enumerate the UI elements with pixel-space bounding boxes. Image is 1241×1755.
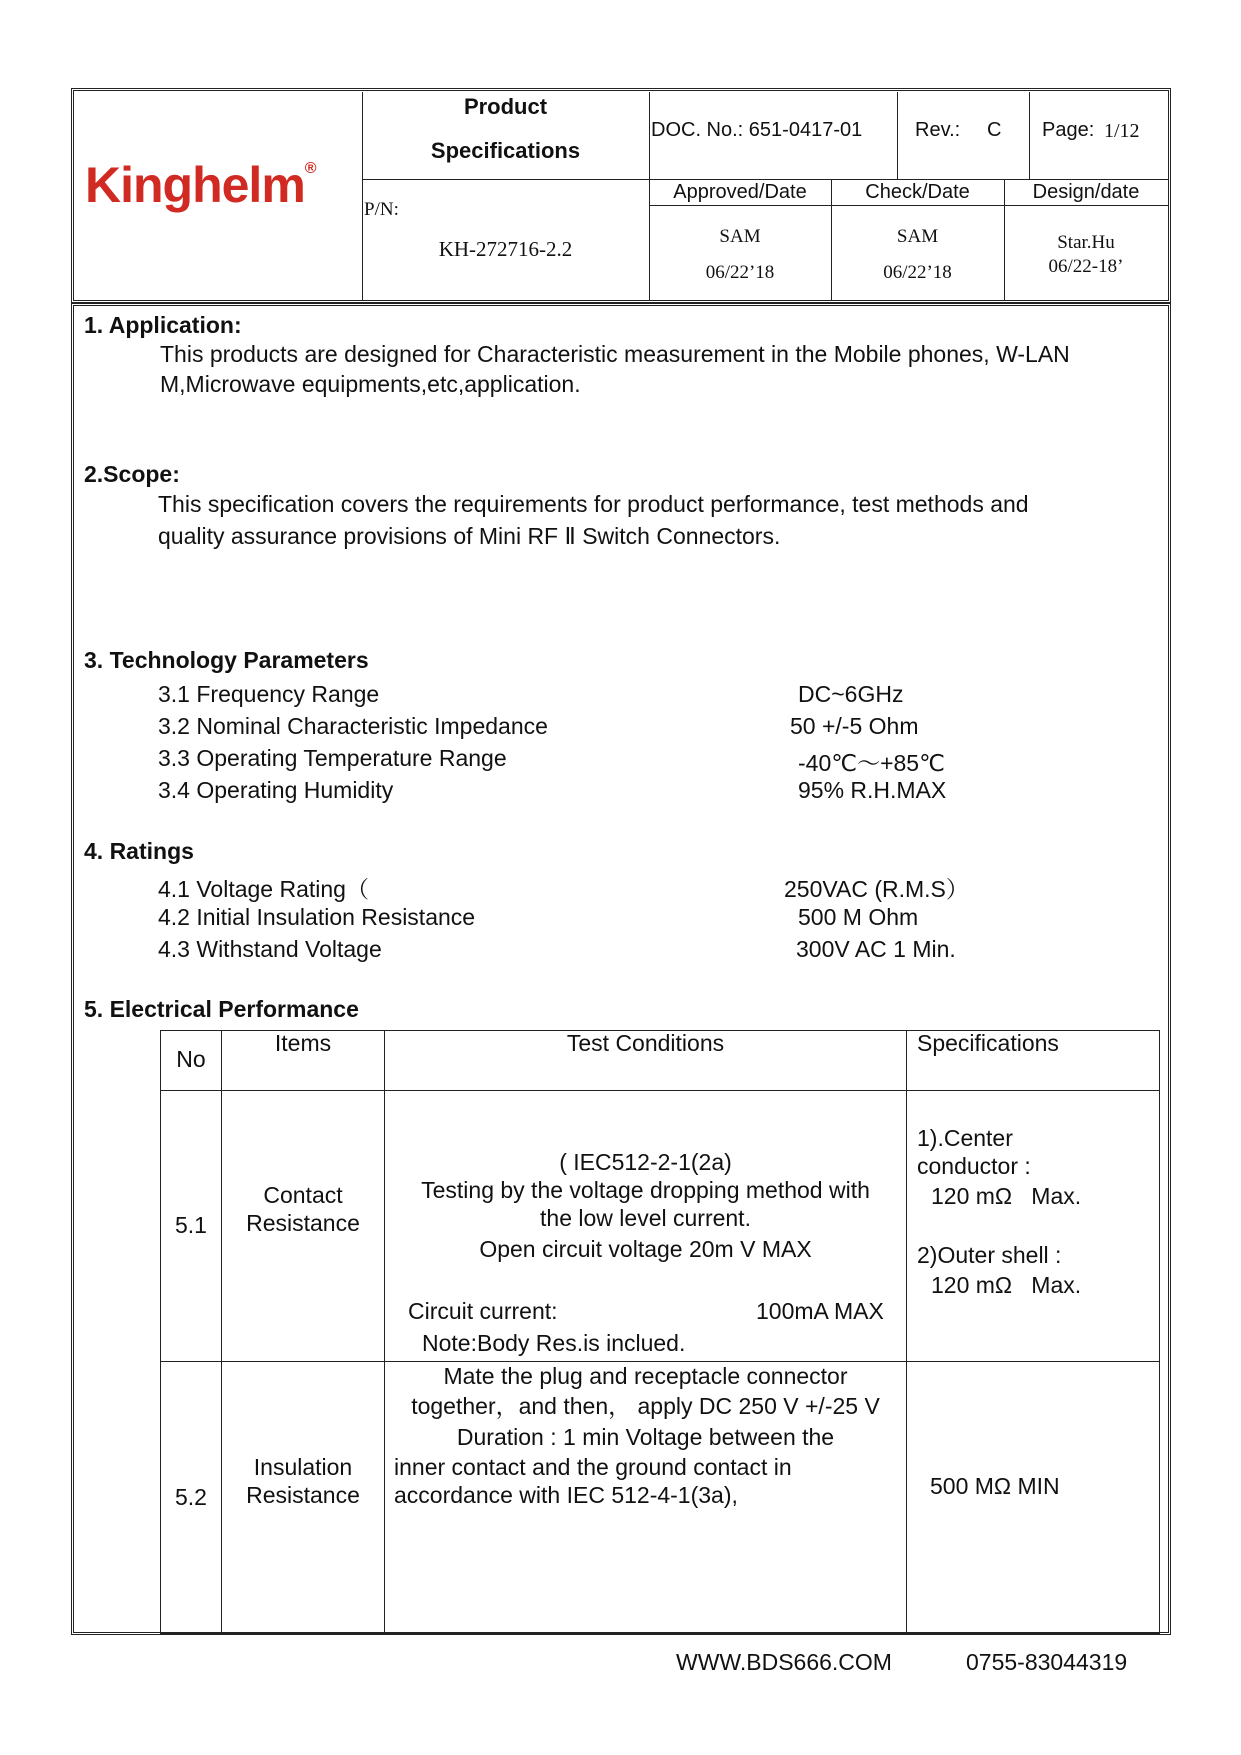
tech-param-value: DC~6GHz (798, 681, 904, 707)
table-row-item: Resistance (246, 1210, 360, 1236)
technology-heading: 3. Technology Parameters (84, 647, 369, 673)
tech-param-label: 3.2 Nominal Characteristic Impedance (158, 713, 548, 739)
table-grid-line (221, 1030, 222, 1634)
table-row-item: Resistance (246, 1482, 360, 1508)
table-row-condition: accordance with IEC 512-4-1(3a), (394, 1482, 738, 1508)
rev-label: Rev.: (915, 119, 961, 141)
table-row-spec: 120 mΩ Max. (931, 1183, 1082, 1209)
tech-param-label: 3.4 Operating Humidity (158, 777, 394, 803)
table-row-spec: 120 mΩ Max. (931, 1272, 1082, 1298)
table-row-condition: Duration : 1 min Voltage between the (456, 1424, 835, 1450)
col-header-specs: Specifications (917, 1030, 1059, 1056)
scope-text-line1: This specification covers the requirements for product performance, test methods and (158, 491, 1029, 517)
page-value: 1/12 (1104, 120, 1140, 142)
application-heading: 1. Application: (84, 312, 242, 338)
check-name: SAM (896, 226, 939, 247)
col-header-conditions: Test Conditions (566, 1030, 725, 1056)
table-row-condition: together，and then， apply DC 250 V +/-25 V (411, 1393, 880, 1419)
rating-label: 4.3 Withstand Voltage (158, 936, 382, 962)
rating-label: 4.1 Voltage Rating（ (158, 876, 369, 902)
footer-phone: 0755-83044319 (966, 1649, 1128, 1675)
table-row-item: Insulation (253, 1454, 353, 1480)
table-row-condition: 100mA MAX (756, 1298, 884, 1324)
header-divider (1029, 92, 1030, 180)
table-row-condition: Testing by the voltage dropping method with (421, 1177, 870, 1203)
table-row-condition: inner contact and the ground contact in (394, 1454, 792, 1480)
scope-text-line2: quality assurance provisions of Mini RF Ⅱ Switch Connectors. (158, 523, 781, 549)
header-divider (362, 92, 363, 300)
rev-value: C (987, 119, 1002, 141)
doc-number: DOC. No.: 651-0417-01 (651, 119, 863, 141)
table-row-condition: Mate the plug and receptacle connector (443, 1363, 848, 1389)
tech-param-label: 3.1 Frequency Range (158, 681, 380, 707)
table-row-condition: Open circuit voltage 20m V MAX (479, 1236, 812, 1262)
design-date: 06/22-18’ (1048, 256, 1124, 277)
approved-label: Approved/Date (673, 181, 807, 203)
scope-heading: 2.Scope: (84, 461, 180, 487)
company-logo: Kinghelm® (85, 157, 316, 213)
approved-name: SAM (719, 226, 761, 247)
tech-param-label: 3.3 Operating Temperature Range (158, 745, 507, 771)
table-row-item: Contact (263, 1182, 343, 1208)
tech-param-value: 95% R.H.MAX (798, 777, 947, 803)
design-label: Design/date (1032, 181, 1140, 203)
table-row-no: 5.2 (175, 1484, 207, 1510)
check-label: Check/Date (865, 181, 970, 203)
rating-label: 4.2 Initial Insulation Resistance (158, 904, 476, 930)
pn-label: P/N: (364, 199, 399, 220)
footer-website: WWW.BDS666.COM (676, 1649, 892, 1675)
table-grid-line (160, 1090, 1160, 1091)
check-date: 06/22’18 (883, 262, 952, 283)
doc-title-line1: Product (463, 94, 548, 119)
rating-value: 300V AC 1 Min. (796, 936, 956, 962)
tech-param-value: 50 +/-5 Ohm (790, 713, 919, 739)
table-row-spec: 2)Outer shell : (917, 1242, 1062, 1268)
table-row-spec: 500 MΩ MIN (930, 1473, 1060, 1499)
table-row-condition: Circuit current: (408, 1298, 558, 1324)
table-row-condition: the low level current. (540, 1205, 751, 1231)
design-name: Star.Hu (1057, 232, 1115, 253)
header-divider (649, 205, 1168, 206)
application-text-line2: M,Microwave equipments,etc,application. (160, 371, 581, 397)
table-grid-line (384, 1030, 385, 1634)
table-row-no: 5.1 (175, 1212, 207, 1238)
page-label: Page: (1042, 119, 1095, 141)
pn-value: KH-272716-2.2 (438, 237, 573, 261)
col-header-no: No (176, 1046, 206, 1072)
table-row-condition: ( IEC512-2-1(2a) (559, 1149, 732, 1175)
rating-value: 500 M Ohm (798, 904, 919, 930)
application-text-line1: This products are designed for Characteristic measurement in the Mobile phones, W-LAN (160, 341, 1070, 367)
tech-param-value: -40℃～+85℃ (798, 750, 945, 776)
ratings-heading: 4. Ratings (84, 838, 194, 864)
electrical-heading: 5. Electrical Performance (84, 996, 359, 1022)
doc-title-line2: Specifications (430, 138, 581, 163)
table-row-condition: Note:Body Res.is inclued. (422, 1330, 686, 1356)
header-divider (362, 179, 1168, 180)
col-header-items: Items (274, 1030, 332, 1056)
table-row-spec: conductor : (917, 1153, 1031, 1179)
rating-value: 250VAC (R.M.S） (784, 876, 969, 902)
table-row-spec: 1).Center (917, 1125, 1013, 1151)
approved-date: 06/22’18 (705, 262, 775, 283)
table-grid-line (906, 1030, 907, 1634)
header-divider (897, 92, 898, 180)
